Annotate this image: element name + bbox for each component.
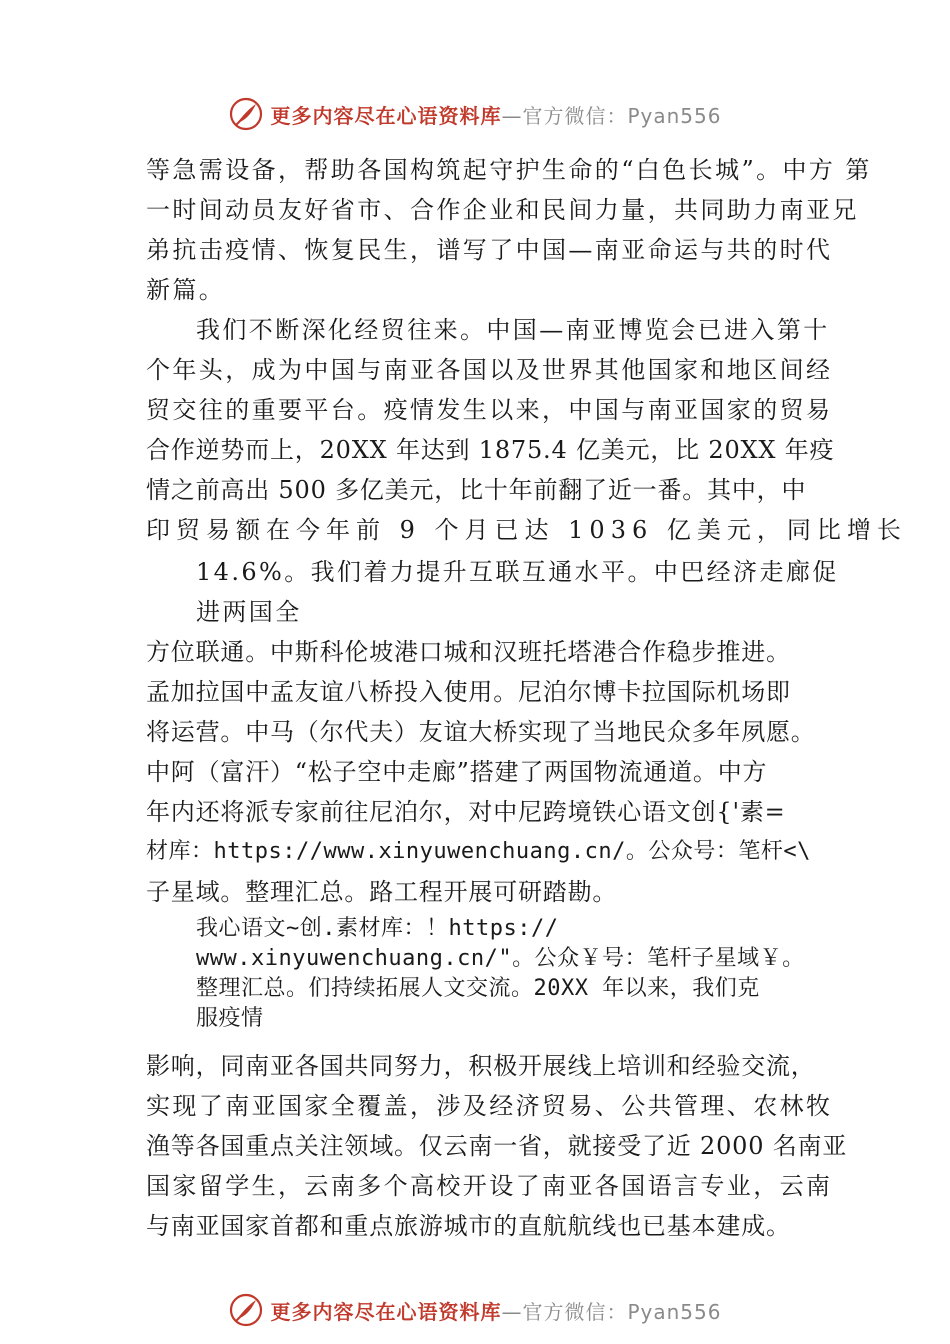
text-line: 一时间动员友好省市、合作企业和民间力量，共同助力南亚兄 [146,196,859,224]
text-line: 服疫情 [196,1006,264,1031]
text-line: 孟加拉国中孟友谊八桥投入使用。尼泊尔博卡拉国际机场即 [146,678,791,706]
text-line: 等急需设备，帮助各国构筑起守护生命的“白色长城”。中方 第 [146,156,872,184]
text-line: 年内还将派专家前往尼泊尔，对中尼跨境铁心语文创{'素= [146,798,786,826]
text-line: 国家留学生，云南多个高校开设了南亚各国语言专业，云南 [146,1172,833,1200]
text-line: 材库：https://www.xinyuwenchuang.cn/。公众号：笔杆<\ [146,839,811,864]
text-line: 个年头，成为中国与南亚各国以及世界其他国家和地区间经 [146,356,833,384]
feather-quill-logo-icon [228,1292,264,1328]
text-line: 方位联通。中斯科伦坡港口城和汉班托塔港合作稳步推进。 [146,638,791,666]
text-line: 渔等各国重点关注领域。仅云南一省，就接受了近 2000 名南亚 [146,1132,848,1160]
text-line: 进两国全 [196,598,302,626]
text-line: 弟抗击疫情、恢复民生，谱写了中国—南亚命运与共的时代 [146,236,833,264]
feather-quill-logo-icon [228,96,264,132]
text-line: 14.6%。我们着力提升互联互通水平。中巴经济走廊促 [196,558,839,586]
text-line: 情之前高出 500 多亿美元，比十年前翻了近一番。其中，中 [146,476,807,504]
text-line: 整理汇总。们持续拓展人文交流。20XX 年以来，我们克 [196,976,760,1001]
text-line: 影响，同南亚各国共同努力，积极开展线上培训和经验交流， [146,1052,816,1080]
text-line: 我们不断深化经贸往来。中国—南亚博览会已进入第十 [196,316,830,344]
text-line: 贸交往的重要平台。疫情发生以来，中国与南亚国家的贸易 [146,396,833,424]
text-line: 中阿（富汗）“松子空中走廊”搭建了两国物流通道。中方 [146,758,768,786]
text-line: 子星域。整理汇总。路工程开展可研踏勘。 [146,878,618,906]
banner-wechat-text: —官方微信：Pyan556 [501,103,722,128]
banner-library-text: 更多内容尽在心语资料库 [270,103,502,128]
footer-banner [0,1290,950,1330]
text-line: 合作逆势而上，20XX 年达到 1875.4 亿美元，比 20XX 年疫 [146,436,835,464]
text-line: 实现了南亚国家全覆盖，涉及经济贸易、公共管理、农林牧 [146,1092,833,1120]
text-line: 将运营。中马（尔代夫）友谊大桥实现了当地民众多年夙愿。 [146,718,816,746]
text-line: 新篇。 [146,276,226,304]
text-line: 我心语文~创.素材库：！https:// [196,916,559,941]
banner-wechat-text: —官方微信：Pyan556 [501,1299,722,1324]
text-line: www.xinyuwenchuang.cn/"。公众￥号：笔杆子星域￥。 [196,946,805,971]
header-banner [0,94,950,134]
text-line: 印贸易额在今年前 9 个月已达 1036 亿美元，同比增长 [146,516,907,544]
text-line: 与南亚国家首都和重点旅游城市的直航航线也已基本建成。 [146,1212,791,1240]
banner-library-text: 更多内容尽在心语资料库 [270,1299,502,1324]
